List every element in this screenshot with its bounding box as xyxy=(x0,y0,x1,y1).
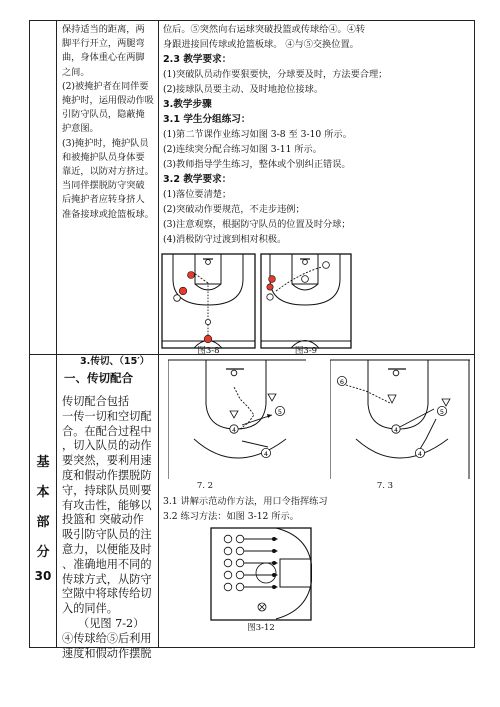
side-label-char: 部 xyxy=(36,515,50,530)
text-line: 3.2 练习方法：如图 3-12 所示。 xyxy=(163,511,299,522)
technique-notes: 保持适当的距离，两 脚平行开立，两腿弯 曲，身体重心在两脚 之间。 (2)被掩护者在同伴要 掩护时，运用假动作吸 引防守队员，隐蔽掩 护意图。 (3)掩护时，掩护队员 和被掩护队员身体要 靠近，以防对方挤过。 当同伴摆脱防守突破 后掩护者应转身挤人 准备接球或抢篮板球。 xyxy=(62,24,154,220)
player-label: 6 xyxy=(339,378,345,386)
side-label-char: 分 xyxy=(36,545,50,560)
text-line: (1)第二节课作业练习如图 3-8 至 3-10 所示。 xyxy=(163,129,352,140)
player-label: 4 xyxy=(394,427,398,434)
player-label: 4 xyxy=(232,427,236,434)
lesson-table xyxy=(29,20,475,660)
text-line: 身跟进接回传球或抢篮板球。 ④与⑤交换位置。 xyxy=(163,39,359,50)
pass-cut-description: 传切配合包括 一传一切和空切配 合。在配合过程中 ，切入队员的动作 要突然，要利用速 度和假动作摆脱防 守，持球队员则要 有攻击性，能够以 投篮和 突破动作 吸引防守队员的注 意力，以便能及时 、准确地用不同的 传球方式，从防守 空隙中将球传给切 入的同伴。 xyxy=(62,395,152,616)
figure-caption: 图3-12 xyxy=(247,623,275,633)
figure-3-12 xyxy=(210,527,312,621)
heading-teaching-steps: 3.教学步骤 xyxy=(163,99,212,110)
pass-cut-continued: ④传球给⑤后利用 速度和假动作摆脱 xyxy=(62,632,152,660)
figure-caption: 7. 2 xyxy=(196,481,214,491)
figure-7-3 xyxy=(330,359,470,479)
figure-3-9 xyxy=(260,253,352,349)
section-title: 一、传切配合 xyxy=(64,371,133,385)
text-line: (3)教师指导学生练习，整体或个别纠正错误。 xyxy=(163,159,351,170)
text-line: (4)消极防守过渡到相对积极。 xyxy=(163,234,287,245)
text-line: (2)连续突分配合练习如图 3-11 所示。 xyxy=(163,144,322,155)
text-line: (2)突破动作要规范，不走步违例； xyxy=(163,204,305,215)
text-line: (3)注意观察，根据防守队员的位置及时分球； xyxy=(163,219,351,230)
figure-reference: （见图 7-2） xyxy=(78,617,145,630)
text-line: (1)突破队员动作要狠要快，分球要及时，方法要合理； xyxy=(163,69,388,80)
figure-7-2 xyxy=(168,359,306,479)
player-label: 4 xyxy=(263,450,269,458)
side-label-minutes: 30 xyxy=(34,569,52,583)
figure-caption: 7. 3 xyxy=(376,481,394,491)
text-line: 位后。⑤突然向右运球突破投篮或传球给④。④转 xyxy=(163,24,366,35)
heading-group-practice: 3.1 学生分组练习： xyxy=(163,114,251,125)
player-label: 5 xyxy=(277,408,283,416)
text-line: (1)落位要清楚； xyxy=(163,189,232,200)
figure-caption: 图3-9 xyxy=(294,346,318,356)
section-label: 3.传切、（15′） xyxy=(80,356,150,367)
heading-requirements-2: 3.2 教学要求： xyxy=(163,174,232,185)
player-label: 4 xyxy=(417,450,423,458)
heading-teaching-requirements: 2.3 教学要求： xyxy=(163,54,232,65)
text-line: (2)接球队员要主动、及时地抢位接球。 xyxy=(163,84,324,95)
player-label: 5 xyxy=(439,408,445,416)
figure-caption: 图3-8 xyxy=(197,346,220,356)
side-label-char: 本 xyxy=(36,485,50,500)
text-line: 3.1 讲解示范动作方法，用口令指挥练习 xyxy=(163,496,328,507)
side-label-char: 基 xyxy=(36,455,50,470)
figure-3-8 xyxy=(161,253,256,349)
